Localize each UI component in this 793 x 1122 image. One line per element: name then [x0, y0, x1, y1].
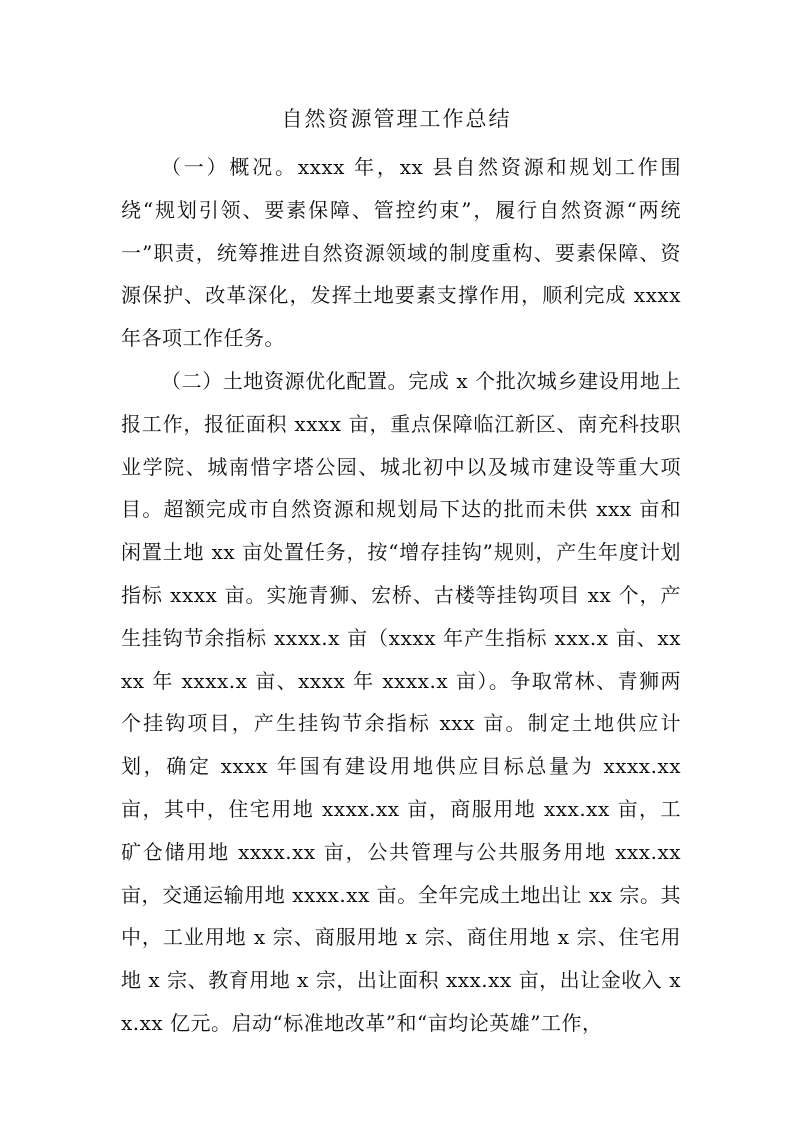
- paragraph-overview: （一）概况。xxxx 年，xx 县自然资源和规划工作围绕“规划引领、要素保障、管控约束”，履行自然资源“两统一”职责，统筹推进自然资源领域的制度重构、要素保障、资源保护、改革深化，发挥土地要素支撑作用，顺利完成 xxxx 年各项工作任务。: [121, 155, 681, 351]
- paragraph-land-resources: （二）土地资源优化配置。完成 x 个批次城乡建设用地上报工作，报征面积 xxxx 亩，重点保障临江新区、南充科技职业学院、城南惜字塔公园、城北初中以及城市建设等重大项目。超额完成市自然资源和规划局下达的批而未供 xxx 亩和闲置土地 xx 亩处置任务，按“增存挂钩”规则，产生年度计划指标 xxxx 亩。实施青狮、宏桥、古楼等挂钩项目 xx 个，产生挂钩节余指标 xxxx.x 亩（xxxx 年产生指标 xxx.x 亩、xxxx 年 xxxx.x 亩、xxxx 年 xxxx.x 亩）。争取常林、青狮两个挂钩项目，产生挂钩节余指标 xxx 亩。制定土地供应计划，确定 xxxx 年国有建设用地供应目标总量为 xxxx.xx 亩，其中，住宅用地 xxxx.xx 亩，商服用地 xxx.xx 亩，工矿仓储用地 xxxx.xx 亩，公共管理与公共服务用地 xxx.xx 亩，交通运输用地 xxxx.xx 亩。全年完成土地出让 xx 宗。其中，工业用地 x 宗、商服用地 x 宗、商住用地 x 宗、住宅用地 x 宗、教育用地 x 宗，出让面积 xxx.xx 亩，出让金收入 xx.xx 亿元。启动“标准地改革”和“亩均论英雄”工作，: [121, 368, 681, 1035]
- document-body: [121, 146, 681, 1045]
- document-title: 自然资源管理工作总结: [281, 107, 512, 131]
